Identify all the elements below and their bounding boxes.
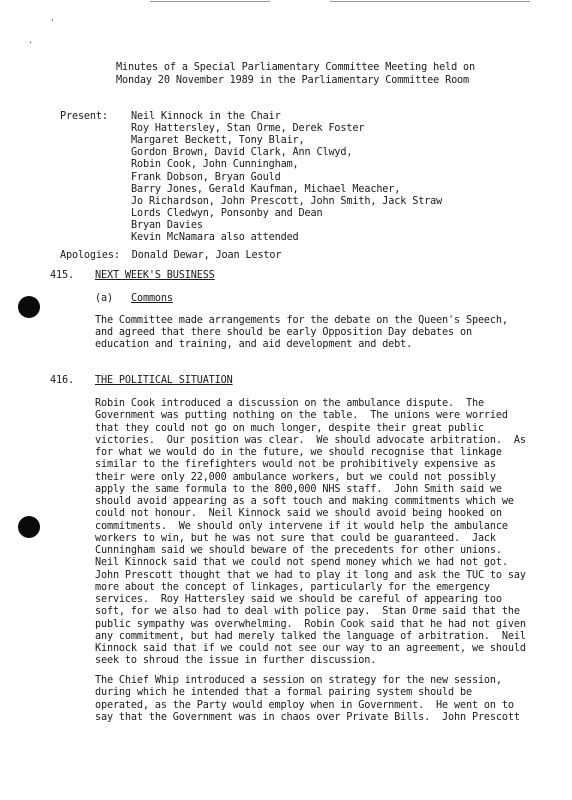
punch-hole <box>18 516 40 538</box>
paragraph-line: The Chief Whip introduced a session on strategy for the new session, <box>95 675 502 686</box>
title-line: Monday 20 November 1989 in the Parliamentary Committee Room <box>116 75 470 86</box>
present-label: Present: <box>60 111 108 122</box>
paragraph-line: for what we would do in the future, we should recognise that linkage <box>95 447 502 458</box>
attendee-line: Neil Kinnock in the Chair <box>131 111 281 122</box>
attendee-line: Robin Cook, John Cunningham, <box>131 159 299 171</box>
subitem-heading-commons: Commons <box>131 293 173 304</box>
paragraph-line: during which he intended that a formal pairing system should be <box>95 687 472 699</box>
attendee-line: Lords Cledwyn, Ponsonby and Dean <box>131 207 323 219</box>
paragraph-line: workers to win, but he was not sure that could be guaranteed. Jack <box>95 532 496 544</box>
paragraph-line: any commitment, but had merely talked the language of arbitration. Neil <box>95 630 526 642</box>
paragraph-line: say that the Government was in chaos over Private Bills. John Prescott <box>95 712 520 724</box>
subitem-label: (a) <box>95 293 113 304</box>
paragraph-line: should avoid appearing as a soft touch and making commitments which we <box>95 496 514 507</box>
paragraph-line: public sympathy was overwhelming. Robin Cook said that he had not given <box>95 618 526 630</box>
item-number-415: 415. <box>50 270 74 281</box>
attendee-line: Barry Jones, Gerald Kaufman, Michael Meacher, <box>131 183 401 195</box>
paragraph-line: similar to the firefighters would not be prohibitively expensive as <box>95 459 496 471</box>
paragraph-line: Kinnock said that if we could not see our way to an agreement, we should <box>95 643 526 654</box>
title-line: Minutes of a Special Parliamentary Committee Meeting held on <box>116 62 476 73</box>
paragraph-line: commitments. We should only intervene if it would help the ambulance <box>95 520 508 532</box>
attendee-line: Gordon Brown, David Clark, Ann Clwyd, <box>131 147 353 159</box>
paragraph-line: education and training, and aid development and debt. <box>95 339 413 351</box>
paragraph-line: victories. Our position was clear. We should advocate arbitration. As <box>95 434 526 446</box>
item-heading-political-situation: THE POLITICAL SITUATION <box>95 375 233 386</box>
attendee-line: Kevin McNamara also attended <box>131 232 299 243</box>
paragraph-line: soft, for we also had to deal with police pay. Stan Orme said that the <box>95 606 520 618</box>
scan-edge-line <box>330 1 530 2</box>
attendee-line: Jo Richardson, John Prescott, John Smith, Jack Straw <box>131 195 443 207</box>
item-number-416: 416. <box>50 375 74 386</box>
paragraph-line: Cunningham said we should beware of the precedents for other unions. <box>95 545 502 556</box>
punch-hole <box>18 296 40 318</box>
attendee-line: Roy Hattersley, Stan Orme, Derek Foster <box>131 123 365 135</box>
scan-speck: . <box>28 36 33 45</box>
paragraph-line: their were only 22,000 ambulance workers, but we could not possibly <box>95 471 496 483</box>
attendee-line: Bryan Davies <box>131 219 203 231</box>
paragraph-line: Robin Cook introduced a discussion on the ambulance dispute. The <box>95 398 484 409</box>
item-heading-next-weeks-business: NEXT WEEK'S BUSINESS <box>95 270 215 281</box>
paragraph-line: could not honour. Neil Kinnock said we should avoid being hooked on <box>95 508 502 520</box>
paragraph-line: Neil Kinnock said that we could not spend money which we had not got. <box>95 557 508 569</box>
paragraph-line: operated, as the Party would employ when in Government. He went on to <box>95 699 514 711</box>
scan-edge-line <box>150 1 270 2</box>
attendee-line: Frank Dobson, Bryan Gould <box>131 171 281 183</box>
paragraph-line: apply the same formula to the 800,000 NHS staff. John Smith said we <box>95 483 502 495</box>
paragraph-line: John Prescott thought that we had to play it long and ask the TUC to say <box>95 569 526 581</box>
scan-speck: ' <box>50 18 55 27</box>
paragraph-line: seek to shroud the issue in further discussion. <box>95 655 377 667</box>
paragraph-line: that they could not go on much longer, despite their great public <box>95 422 484 434</box>
paragraph-line: The Committee made arrangements for the debate on the Queen's Speech, <box>95 315 508 326</box>
paragraph-line: more about the concept of linkages, particularly for the emergency <box>95 581 490 593</box>
paragraph-line: services. Roy Hattersley said we should be careful of appearing too <box>95 594 502 605</box>
attendee-line: Margaret Beckett, Tony Blair, <box>131 135 305 147</box>
apologies-line: Apologies: Donald Dewar, Joan Lestor <box>60 250 282 261</box>
paragraph-line: and agreed that there should be early Opposition Day debates on <box>95 327 472 339</box>
paragraph-line: Government was putting nothing on the table. The unions were worried <box>95 410 508 422</box>
